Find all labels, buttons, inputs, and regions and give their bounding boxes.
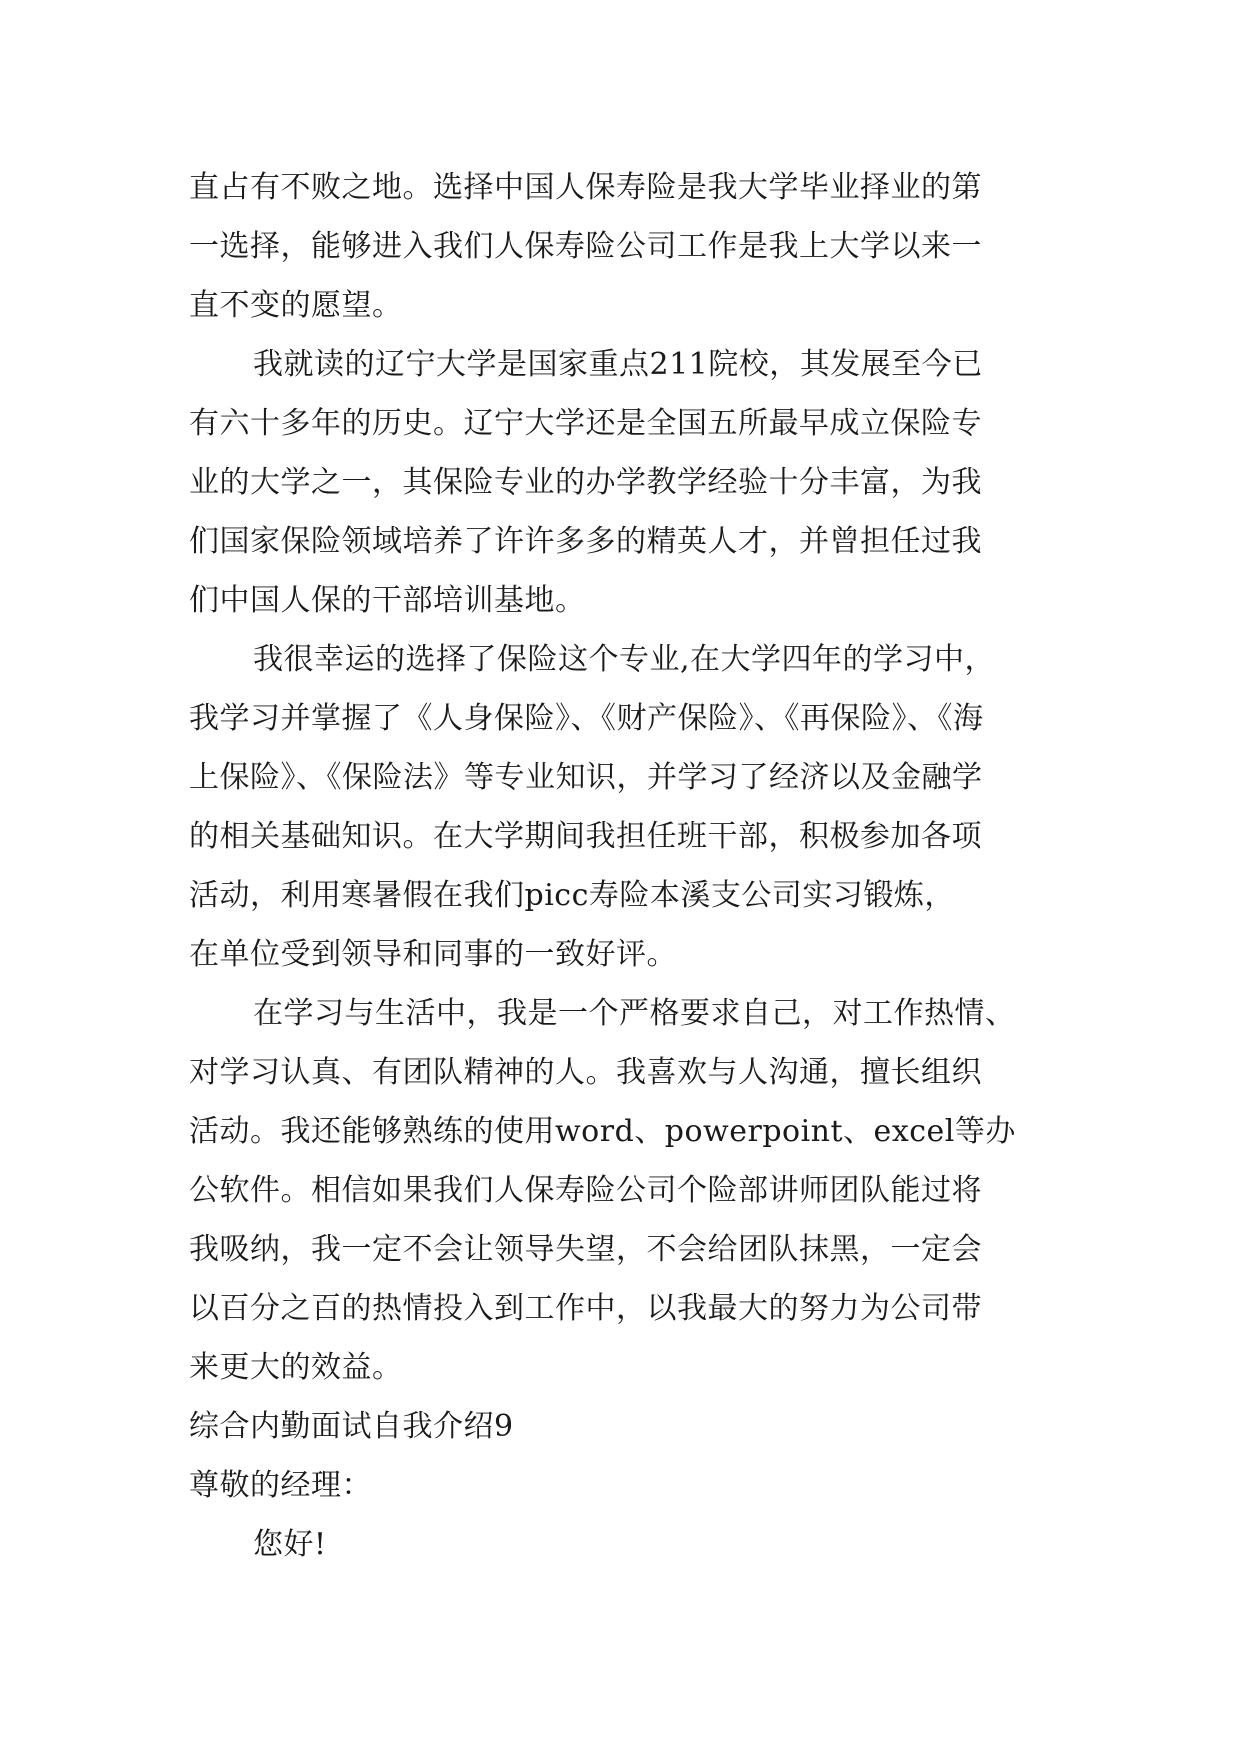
text-line: 直不变的愿望。: [189, 288, 403, 323]
text-line: 我学习并掌握了《人身保险》、《财产保险》、《再保险》、《海: [189, 701, 984, 736]
text-line: 综合内勤面试自我介绍9: [189, 1409, 514, 1444]
text-line: 公软件。相信如果我们人保寿险公司个险部讲师团队能过将: [189, 1173, 982, 1208]
text-line: 们中国人保的干部培训基地。: [189, 583, 586, 618]
document-body: [189, 158, 1059, 1574]
text-line: 一选择，能够进入我们人保寿险公司工作是我上大学以来一: [189, 229, 982, 264]
text-line: 我就读的辽宁大学是国家重点211院校，其发展至今已: [253, 347, 983, 382]
text-line: 对学习认真、有团队精神的人。我喜欢与人沟通，擅长组织: [189, 1055, 982, 1090]
text-line: 的相关基础知识。在大学期间我担任班干部，积极参加各项: [189, 819, 982, 854]
text-line: 来更大的效益。: [189, 1350, 403, 1385]
text-line: 活动，利用寒暑假在我们picc寿险本溪支公司实习锻炼，: [189, 878, 955, 913]
text-line: 我很幸运的选择了保险这个专业,在大学四年的学习中，: [253, 642, 996, 677]
text-line: 有六十多年的历史。辽宁大学还是全国五所最早成立保险专: [189, 406, 982, 441]
text-line: 尊敬的经理：: [189, 1468, 372, 1503]
text-line: 在单位受到领导和同事的一致好评。: [189, 937, 677, 972]
text-line: 业的大学之一，其保险专业的办学教学经验十分丰富，为我: [189, 465, 982, 500]
text-line: 活动。我还能够熟练的使用word、powerpoint、excel等办: [189, 1114, 1016, 1149]
text-line: 以百分之百的热情投入到工作中，以我最大的努力为公司带: [189, 1291, 982, 1326]
text-line: 我吸纳，我一定不会让领导失望，不会给团队抹黑，一定会: [189, 1232, 982, 1267]
text-line: 上保险》、《保险法》等专业知识，并学习了经济以及金融学: [189, 760, 983, 795]
text-line: 直占有不败之地。选择中国人保寿险是我大学毕业择业的第: [189, 170, 982, 205]
text-line: 在学习与生活中，我是一个严格要求自己，对工作热情、: [253, 996, 1016, 1031]
text-line: 们国家保险领域培养了许许多多的精英人才，并曾担任过我: [189, 524, 982, 559]
text-line: 您好!: [253, 1527, 327, 1562]
